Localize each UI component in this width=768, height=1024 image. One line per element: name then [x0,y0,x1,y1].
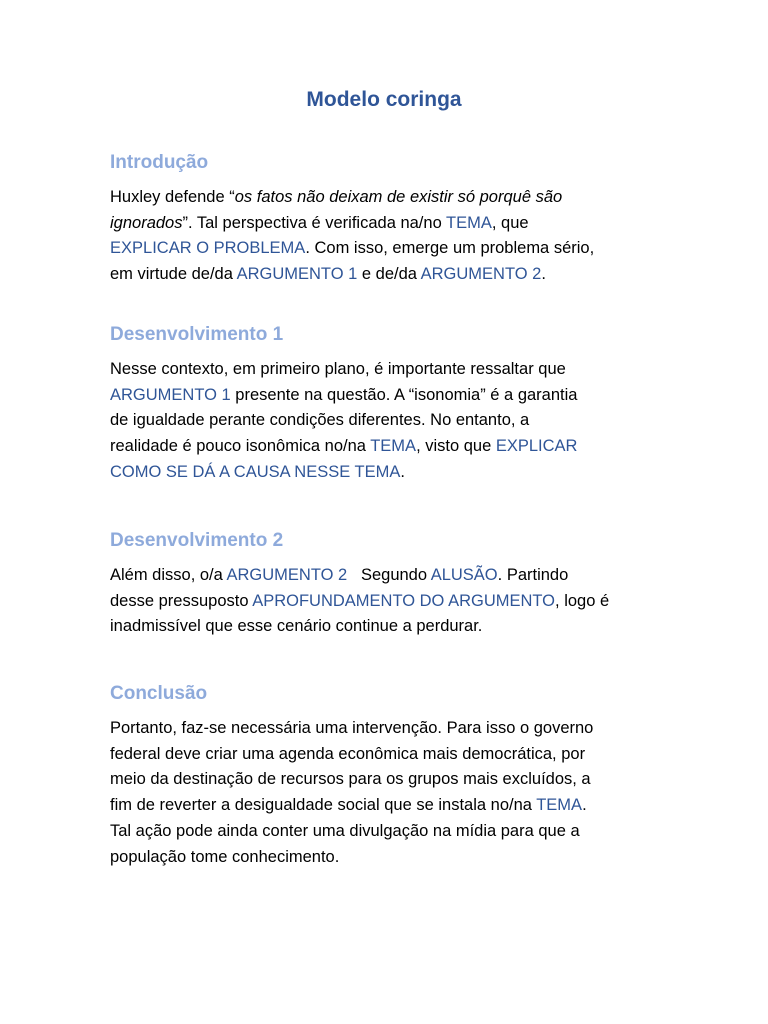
text-line [110,383,670,409]
placeholder-argumento-1: ARGUMENTO 1 [236,265,358,284]
placeholder-tema: TEMA [370,437,417,456]
section-desenvolvimento-1 [110,323,670,486]
placeholder-alusao: ALUSÃO [430,566,498,584]
text-line: Portanto, faz-se necessária uma intervenção. Para isso o governo [110,719,594,737]
text-line: meio da destinação de recursos para os grupos mais excluídos, a [110,770,591,789]
placeholder-explicar: EXPLICAR [495,437,578,456]
placeholder-aprofundamento: APROFUNDAMENTO DO ARGUMENTO [252,591,556,610]
section-paragraph [110,357,670,486]
text-line: população tome conhecimento. [110,847,340,866]
section-heading: Conclusão [110,683,208,704]
section-heading: Desenvolvimento 1 [110,324,284,345]
placeholder-tema: TEMA [446,213,492,232]
section-conclusao [110,682,670,870]
text-run: fim de reverter a desigualdade social que se instala no/na [110,796,537,815]
quote-text: ignorados [110,213,183,232]
section-introducao [110,151,670,288]
text-line [110,793,670,819]
text-line [110,589,670,615]
section-paragraph [110,716,670,870]
text-run: presente na questão. A “isonomia” é a garantia [230,385,578,404]
text-run: , visto que [416,437,496,456]
text-line [110,185,670,211]
text-run: . [582,796,587,815]
text-run: . Partindo [497,566,569,584]
text-line: Nesse contexto, em primeiro plano, é importante ressaltar que [110,360,566,378]
section-paragraph [110,185,670,288]
text-line [110,236,670,262]
page-title: Modelo coringa [306,88,462,111]
text-run: e de/da [357,265,421,284]
text-line: inadmissível que esse cenário continue a perdurar. [110,617,483,636]
text-run: . [541,265,546,284]
text-run: ”. Tal perspectiva é verificada na/no [182,213,447,232]
text-run: . [400,462,405,481]
text-line: Tal ação pode ainda conter uma divulgação na mídia para que a [110,821,580,840]
text-line [110,563,670,589]
text-run: Segundo [347,566,431,584]
text-line [110,211,670,237]
placeholder-argumento-2: ARGUMENTO 2 [420,265,542,284]
text-line [110,460,670,486]
placeholder-causa: COMO SE DÁ A CAUSA NESSE TEMA [110,462,401,481]
text-line: federal deve criar uma agenda econômica mais democrática, por [110,744,586,763]
text-run: Além disso, o/a [110,566,227,584]
text-run: , logo é [555,591,610,610]
text-line [110,434,670,460]
text-run: em virtude de/da [110,265,237,284]
placeholder-tema: TEMA [536,796,583,815]
text-run: Huxley defende “ [110,188,235,206]
quote-text: os fatos não deixam de existir só porquê são [234,188,563,206]
text-run: . Com isso, emerge um problema sério, [305,239,595,258]
placeholder-argumento-1: ARGUMENTO 1 [110,385,231,404]
text-run: desse pressuposto [110,591,253,610]
placeholder-argumento-2: ARGUMENTO 2 [226,566,348,584]
section-desenvolvimento-2 [110,529,670,640]
text-run: , que [491,213,529,232]
placeholder-explicar-problema: EXPLICAR O PROBLEMA [110,239,306,258]
text-run: realidade é pouco isonômica no/na [110,437,371,456]
section-paragraph [110,563,670,640]
text-line: de igualdade perante condições diferentes. No entanto, a [110,411,530,430]
text-line [110,262,670,288]
section-heading: Desenvolvimento 2 [110,530,284,551]
section-heading: Introdução [110,152,209,173]
